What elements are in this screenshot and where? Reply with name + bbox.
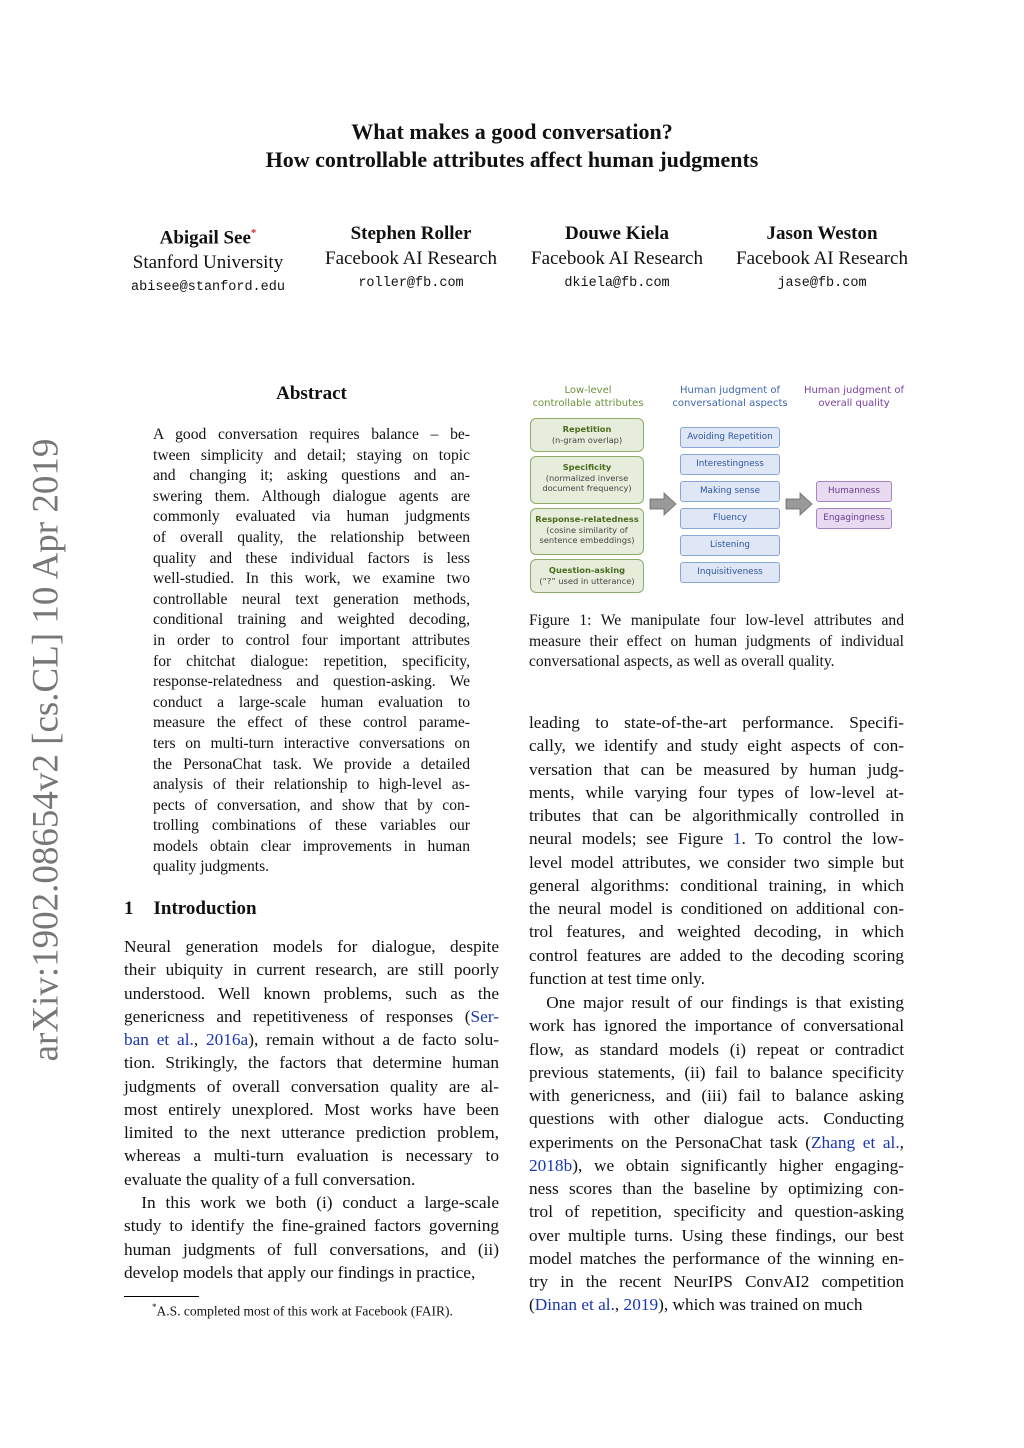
text-line — [153, 466, 470, 487]
text-line — [124, 1051, 499, 1074]
text-line — [529, 632, 904, 653]
aspect-box: Making sense — [680, 481, 780, 502]
text-segment: tween simplicity and detail; staying on topic — [153, 446, 470, 464]
aspect-box: Inquisitiveness — [680, 562, 780, 583]
text-segment: quality judgments. — [153, 858, 270, 876]
text-line — [529, 1061, 904, 1084]
text-line — [153, 693, 470, 714]
text-line — [153, 507, 470, 528]
text-segment: function at test time only. — [529, 968, 705, 988]
header-line: Human judgment of — [803, 385, 905, 396]
text-line — [124, 935, 499, 958]
text-line — [529, 1131, 904, 1154]
text-line — [529, 1084, 904, 1107]
author-block — [103, 221, 313, 301]
author-email[interactable]: abisee@stanford.edu — [131, 280, 285, 296]
text-line — [153, 734, 470, 755]
text-line — [124, 1098, 499, 1121]
text-line — [124, 1075, 499, 1098]
title-line-2: How controllable attributes affect human judgments — [265, 147, 759, 172]
arrow-icon — [650, 493, 678, 515]
citation-link[interactable]: 2016a — [205, 1030, 249, 1049]
column-header-aspects — [670, 384, 790, 410]
text-line — [153, 631, 470, 652]
intro-paragraph-2 — [124, 1191, 499, 1284]
text-segment: leading to state-of-the-art performance. Specifi- — [529, 713, 904, 732]
text-line — [153, 775, 470, 796]
figure-1-caption — [529, 611, 904, 673]
text-line — [529, 1154, 904, 1177]
text-line — [153, 528, 470, 549]
right-paragraph-1 — [529, 711, 904, 990]
author-block — [306, 221, 516, 297]
text-segment: evaluate the quality of a full conversation. — [124, 1169, 416, 1189]
text-line — [529, 991, 904, 1014]
intro-paragraph-1 — [124, 935, 499, 1191]
abstract-heading: Abstract — [276, 383, 347, 404]
author-affiliation: Facebook AI Research — [531, 248, 703, 269]
text-segment: measure their effect on human judgments of individual — [529, 632, 904, 650]
attribute-box-repetition — [530, 418, 644, 452]
text-line — [529, 611, 904, 632]
text-segment: , — [614, 1295, 624, 1315]
arxiv-identifier: arXiv:1902.08654v2 [cs.CL] 10 Apr 2019 — [25, 438, 67, 1062]
text-segment: A good conversation requires balance – be- — [153, 426, 470, 443]
overall-box: Humanness — [816, 481, 892, 502]
text-segment: human judgments of full conversations, and (ii) — [124, 1239, 499, 1259]
text-segment: model matches the performance of the winning en- — [529, 1248, 904, 1268]
text-line — [124, 1144, 499, 1167]
text-segment: pects of conversation, and show that by con- — [153, 796, 470, 814]
text-line — [124, 1261, 499, 1284]
text-segment: general algorithms: conditional training, in which — [529, 875, 904, 895]
text-segment: One major result of our findings is that existing — [529, 993, 904, 1012]
text-line — [153, 816, 470, 837]
author-email[interactable]: dkiela@fb.com — [564, 276, 670, 291]
citation-link[interactable]: Ser- — [470, 1006, 499, 1026]
text-segment: controllable neural text generation methods, — [153, 590, 470, 608]
abstract-body — [153, 425, 470, 878]
header-line: controllable attributes — [532, 398, 644, 409]
figure-1-diagram — [528, 380, 908, 600]
text-line — [529, 758, 904, 781]
text-segment: questions with other dialogue acts. Conducting — [529, 1109, 904, 1129]
text-segment: work has ignored the importance of conversational — [529, 1016, 904, 1036]
attribute-desc: document frequency) — [542, 483, 632, 493]
attribute-desc: (cosine similarity of — [546, 524, 628, 535]
text-line — [124, 1191, 499, 1214]
attribute-desc: sentence embeddings) — [539, 535, 635, 545]
text-line — [529, 920, 904, 943]
text-line — [153, 796, 470, 817]
column-header-attributes — [528, 384, 648, 410]
author-name: Stephen Roller — [350, 223, 472, 244]
text-line — [124, 1238, 499, 1261]
text-segment: response-relatedness and question-asking. We — [153, 673, 470, 691]
author-block — [512, 221, 722, 297]
text-segment: Figure 1: We manipulate four low-level attributes and — [529, 612, 904, 629]
text-segment: models obtain clear improvements in human — [153, 837, 470, 855]
text-line — [529, 711, 904, 734]
text-segment: ( — [529, 1295, 535, 1315]
author-name: Abigail See — [159, 227, 251, 249]
attribute-name: Response-relatedness — [535, 514, 639, 524]
author-email[interactable]: roller@fb.com — [358, 276, 464, 291]
text-line — [153, 755, 470, 776]
text-line — [153, 425, 470, 446]
aspect-box: Listening — [680, 535, 780, 556]
text-segment: experiments on the PersonaChat task ( — [529, 1132, 811, 1152]
author-affiliation: Facebook AI Research — [325, 248, 497, 269]
text-segment: well-studied. In this work, we examine two — [153, 570, 470, 588]
text-line — [529, 944, 904, 967]
text-line — [529, 1038, 904, 1061]
text-segment: the PersonaChat task. We provide a detailed — [153, 755, 470, 773]
column-header-overall — [796, 384, 912, 410]
text-line — [153, 610, 470, 631]
paper-title — [0, 118, 1024, 174]
citation-link[interactable]: Zhang et al. — [810, 1132, 900, 1152]
text-segment: conversational aspects, as well as overall quality. — [529, 653, 835, 671]
citation-link[interactable]: ban et al. — [124, 1030, 194, 1049]
text-line — [153, 713, 470, 734]
text-line — [124, 1121, 499, 1144]
text-segment: tributes that can be algorithmically controlled in — [529, 806, 904, 825]
text-segment: and changing it; asking questions and an- — [153, 467, 470, 485]
attribute-desc: (n-gram overlap) — [551, 434, 623, 445]
text-segment: judgments of overall conversation quality are al- — [124, 1076, 499, 1096]
aspect-box: Avoiding Repetition — [680, 427, 780, 448]
text-segment: ), we obtain significantly higher engaging- — [572, 1155, 904, 1175]
text-segment: conditional training and weighted decoding, — [153, 611, 470, 629]
text-line — [529, 874, 904, 897]
text-line — [529, 804, 904, 827]
text-line — [124, 1028, 499, 1051]
text-segment: in order to control four important attributes — [153, 631, 470, 649]
text-segment: , — [193, 1030, 206, 1049]
text-segment: , — [899, 1132, 904, 1152]
text-segment: control features are added to the decoding scoring — [529, 945, 904, 965]
text-segment: ments, while varying four types of low-level at- — [529, 782, 904, 802]
text-segment: . To control the low- — [741, 829, 904, 849]
text-line — [153, 837, 470, 858]
text-line — [124, 1214, 499, 1237]
text-line — [124, 1005, 499, 1028]
right-paragraph-2 — [529, 991, 904, 1317]
text-segment: cally, we identify and study eight aspects of con- — [529, 736, 904, 756]
text-segment: trolling combinations of these variables our — [153, 817, 470, 835]
attribute-box-question-asking — [530, 559, 644, 593]
text-segment: genericness and repetitiveness of responses ( — [124, 1006, 471, 1026]
text-segment: commonly evaluated via human judgments — [153, 508, 470, 526]
text-line — [153, 569, 470, 590]
text-segment: ), remain without a de facto solu- — [248, 1030, 500, 1049]
text-segment: whereas a multi-turn evaluation is necessary to — [124, 1146, 499, 1166]
text-segment: flow, as standard models (i) repeat or contradict — [529, 1039, 904, 1059]
text-line — [529, 734, 904, 757]
text-line — [529, 1014, 904, 1037]
text-segment: with genericness, and (iii) fail to balance asking — [529, 1086, 904, 1105]
text-segment: over multiple turns. Using these findings, our best — [529, 1225, 904, 1245]
attribute-box-response-relatedness — [530, 508, 644, 555]
text-line — [153, 590, 470, 611]
header-line: Human judgment of — [679, 385, 781, 396]
arrow-icon — [786, 493, 814, 515]
attribute-name: Question-asking — [548, 565, 626, 575]
attribute-name: Specificity — [562, 462, 612, 472]
text-segment: In this work we both (i) conduct a large-scale — [124, 1193, 499, 1212]
text-segment: study to identify the fine-grained factors governing — [124, 1216, 499, 1236]
text-segment: level model attributes, we consider two simple but — [529, 852, 904, 872]
text-segment: try in the recent NeurIPS ConvAI2 competition — [529, 1272, 904, 1291]
text-segment: swering them. Although dialogue agents are — [153, 487, 470, 505]
text-segment: tion. Strikingly, the factors that determine human — [124, 1053, 499, 1073]
text-line — [529, 1247, 904, 1270]
citation-link[interactable]: Dinan et al. — [534, 1295, 615, 1315]
text-line — [124, 982, 499, 1005]
footnote-mark: * — [250, 227, 257, 239]
footnote-rule — [124, 1296, 199, 1297]
attribute-desc: (“?” used in utterance) — [539, 575, 635, 586]
text-segment: previous statements, (ii) fail to balance specificity — [529, 1062, 904, 1082]
text-line — [529, 827, 904, 850]
author-name: Jason Weston — [766, 223, 878, 244]
text-segment: conduct a large-scale human evaluation to — [153, 693, 470, 711]
aspect-box: Fluency — [680, 508, 780, 529]
author-name: Douwe Kiela — [565, 223, 669, 244]
text-line — [529, 1224, 904, 1247]
text-segment: limited to the next utterance prediction problem, — [124, 1123, 499, 1142]
text-line — [153, 652, 470, 673]
text-segment: ), which was trained on much — [658, 1295, 863, 1315]
aspect-box: Interestingness — [680, 454, 780, 475]
citation-link[interactable]: 1 — [732, 829, 742, 849]
text-line — [529, 1177, 904, 1200]
text-line — [124, 958, 499, 981]
author-email[interactable]: jase@fb.com — [777, 276, 867, 291]
text-segment: Neural generation models for dialogue, despite — [124, 937, 499, 956]
section-number: 1 — [124, 898, 134, 919]
title-line-1: What makes a good conversation? — [351, 119, 673, 144]
text-segment: develop models that apply our findings in practice, — [124, 1262, 476, 1282]
citation-link[interactable]: 2018b — [529, 1155, 573, 1175]
text-segment: the neural model is conditioned on additional con- — [529, 899, 904, 918]
author-affiliation: Facebook AI Research — [736, 248, 908, 269]
text-segment: quality and these individual factors is less — [153, 549, 470, 567]
attribute-box-specificity — [530, 456, 644, 504]
text-segment: understood. Well known problems, such as the — [124, 983, 499, 1003]
text-segment: of overall quality, the relationship between — [153, 528, 470, 546]
text-line — [153, 487, 470, 508]
text-segment: most entirely unexplored. Most works have been — [124, 1099, 499, 1119]
text-line — [529, 1107, 904, 1130]
section-title: Introduction — [153, 898, 257, 919]
text-segment: ters on multi-turn interactive conversations on — [153, 734, 470, 752]
author-block — [717, 221, 927, 297]
header-line: Low-level — [564, 385, 612, 396]
footnote-text: A.S. completed most of this work at Facebook (FAIR). — [156, 1303, 453, 1319]
text-line — [529, 1270, 904, 1293]
text-line — [529, 897, 904, 920]
overall-box: Engagingness — [816, 508, 892, 529]
text-line — [153, 857, 470, 878]
text-line — [124, 1168, 499, 1191]
text-line — [529, 967, 904, 990]
attribute-name: Repetition — [562, 424, 612, 434]
text-line — [529, 851, 904, 874]
text-segment: neural models; see Figure — [529, 829, 733, 849]
text-segment: ness scores than the baseline by optimizing con- — [529, 1179, 904, 1198]
citation-link[interactable]: 2019 — [623, 1295, 659, 1315]
text-segment: for chitchat dialogue: repetition, specificity, — [153, 652, 470, 670]
text-line — [529, 1200, 904, 1223]
author-affiliation: Stanford University — [132, 252, 284, 274]
text-segment: their ubiquity in current research, are still poorly — [124, 960, 499, 980]
text-segment: trol of repetition, specificity and question-asking — [529, 1202, 904, 1222]
text-line — [529, 652, 904, 673]
text-line — [153, 549, 470, 570]
header-line: conversational aspects — [672, 398, 788, 409]
header-line: overall quality — [818, 398, 890, 409]
text-line — [153, 446, 470, 467]
footnote — [124, 1299, 504, 1320]
footnote-mark: * — [152, 1302, 157, 1312]
text-segment: analysis of their relationship to high-level as- — [153, 776, 470, 794]
text-line — [529, 781, 904, 804]
section-heading — [124, 898, 257, 920]
attribute-desc: (normalized inverse — [545, 472, 629, 483]
text-line — [529, 1293, 904, 1316]
text-segment: trol features, and weighted decoding, in which — [529, 922, 904, 942]
text-line — [153, 672, 470, 693]
text-segment: versation that can be measured by human judg- — [529, 759, 904, 779]
text-segment: measure the effect of these control parame- — [153, 714, 470, 732]
